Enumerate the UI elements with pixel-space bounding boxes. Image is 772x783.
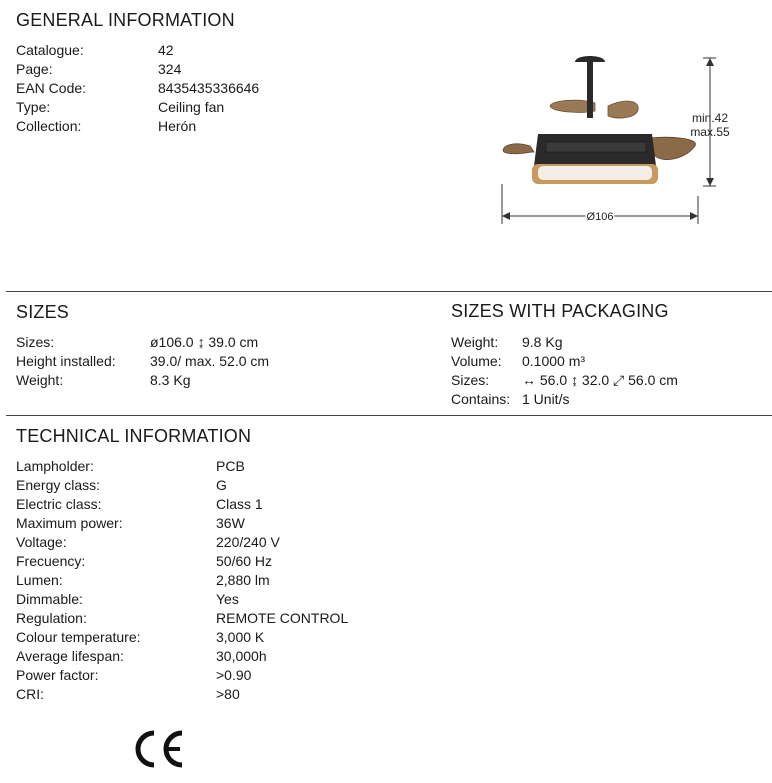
technical-value: 220/240 V: [216, 534, 280, 550]
fan-blade-back-right: [608, 101, 638, 118]
technical-value: PCB: [216, 458, 245, 474]
packaging-value: ↔ 56.0 ↨ 32.0 ⤢ 56.0 cm: [522, 372, 678, 388]
technical-label: Frecuency:: [16, 553, 86, 569]
packaging-title: SIZES WITH PACKAGING: [451, 301, 669, 321]
sizes-value: ø106.0 ↨ 39.0 cm: [150, 334, 259, 350]
technical-value: 2,880 lm: [216, 572, 270, 588]
technical-value: >80: [216, 686, 240, 702]
technical-value: REMOTE CONTROL: [216, 610, 349, 626]
height-label-min: min.42: [691, 111, 729, 125]
general-label: Catalogue:: [16, 42, 84, 58]
technical-label: Colour temperature:: [16, 629, 141, 645]
ce-mark-logo: [130, 727, 186, 771]
general-value: 42: [158, 42, 174, 58]
technical-value: Class 1: [216, 496, 263, 512]
technical-label: Lampholder:: [16, 458, 94, 474]
technical-label: Average lifespan:: [16, 648, 124, 664]
packaging-value: 0.1000 m³: [522, 353, 586, 369]
general-value: 8435435336646: [158, 80, 260, 96]
general-value: 324: [158, 61, 182, 77]
packaging-label: Sizes:: [451, 372, 490, 388]
technical-value: G: [216, 477, 227, 493]
general-label: Type:: [16, 99, 51, 115]
packaging-label: Contains:: [451, 391, 511, 407]
packaging-value: 9.8 Kg: [522, 334, 563, 350]
sizes-label: Weight:: [16, 372, 64, 388]
technical-information-title: TECHNICAL INFORMATION: [16, 426, 252, 446]
sizes-label: Sizes:: [16, 334, 55, 350]
fan-housing-band: [546, 142, 646, 152]
technical-value: 36W: [216, 515, 245, 531]
general-value: Herón: [158, 118, 197, 134]
technical-label: Regulation:: [16, 610, 87, 626]
general-value: Ceiling fan: [158, 99, 225, 115]
packaging-label: Weight:: [451, 334, 499, 350]
diameter-label: Ø106: [586, 211, 614, 223]
technical-value: 30,000h: [216, 648, 267, 664]
packaging-value: 1 Unit/s: [522, 391, 570, 407]
technical-value: Yes: [216, 591, 239, 607]
technical-label: Maximum power:: [16, 515, 123, 531]
packaging-label: Volume:: [451, 353, 502, 369]
divider: [6, 291, 772, 292]
general-label: Collection:: [16, 118, 82, 134]
technical-label: Power factor:: [16, 667, 99, 683]
technical-label: Lumen:: [16, 572, 63, 588]
general-label: Page:: [16, 61, 53, 77]
fan-diffuser: [538, 166, 652, 180]
technical-value: 50/60 Hz: [216, 553, 273, 569]
divider: [6, 415, 772, 416]
general-label: EAN Code:: [16, 80, 87, 96]
fan-blade-right: [650, 137, 696, 159]
technical-label: Energy class:: [16, 477, 101, 493]
technical-value: 3,000 K: [216, 629, 265, 645]
general-information-title: GENERAL INFORMATION: [16, 10, 235, 30]
height-label-max: max.55: [690, 125, 730, 139]
technical-label: Dimmable:: [16, 591, 83, 607]
fan-canopy: [575, 56, 605, 62]
technical-label: Electric class:: [16, 496, 102, 512]
fan-blade-left: [503, 144, 534, 154]
sizes-value: 39.0/ max. 52.0 cm: [150, 353, 270, 369]
sizes-title: SIZES: [16, 302, 70, 322]
ceiling-fan-drawing: [490, 48, 750, 234]
technical-label: CRI:: [16, 686, 44, 702]
technical-value: >0.90: [216, 667, 252, 683]
fan-downrod: [587, 62, 593, 118]
sizes-label: Height installed:: [16, 353, 116, 369]
technical-label: Voltage:: [16, 534, 67, 550]
sizes-value: 8.3 Kg: [150, 372, 191, 388]
